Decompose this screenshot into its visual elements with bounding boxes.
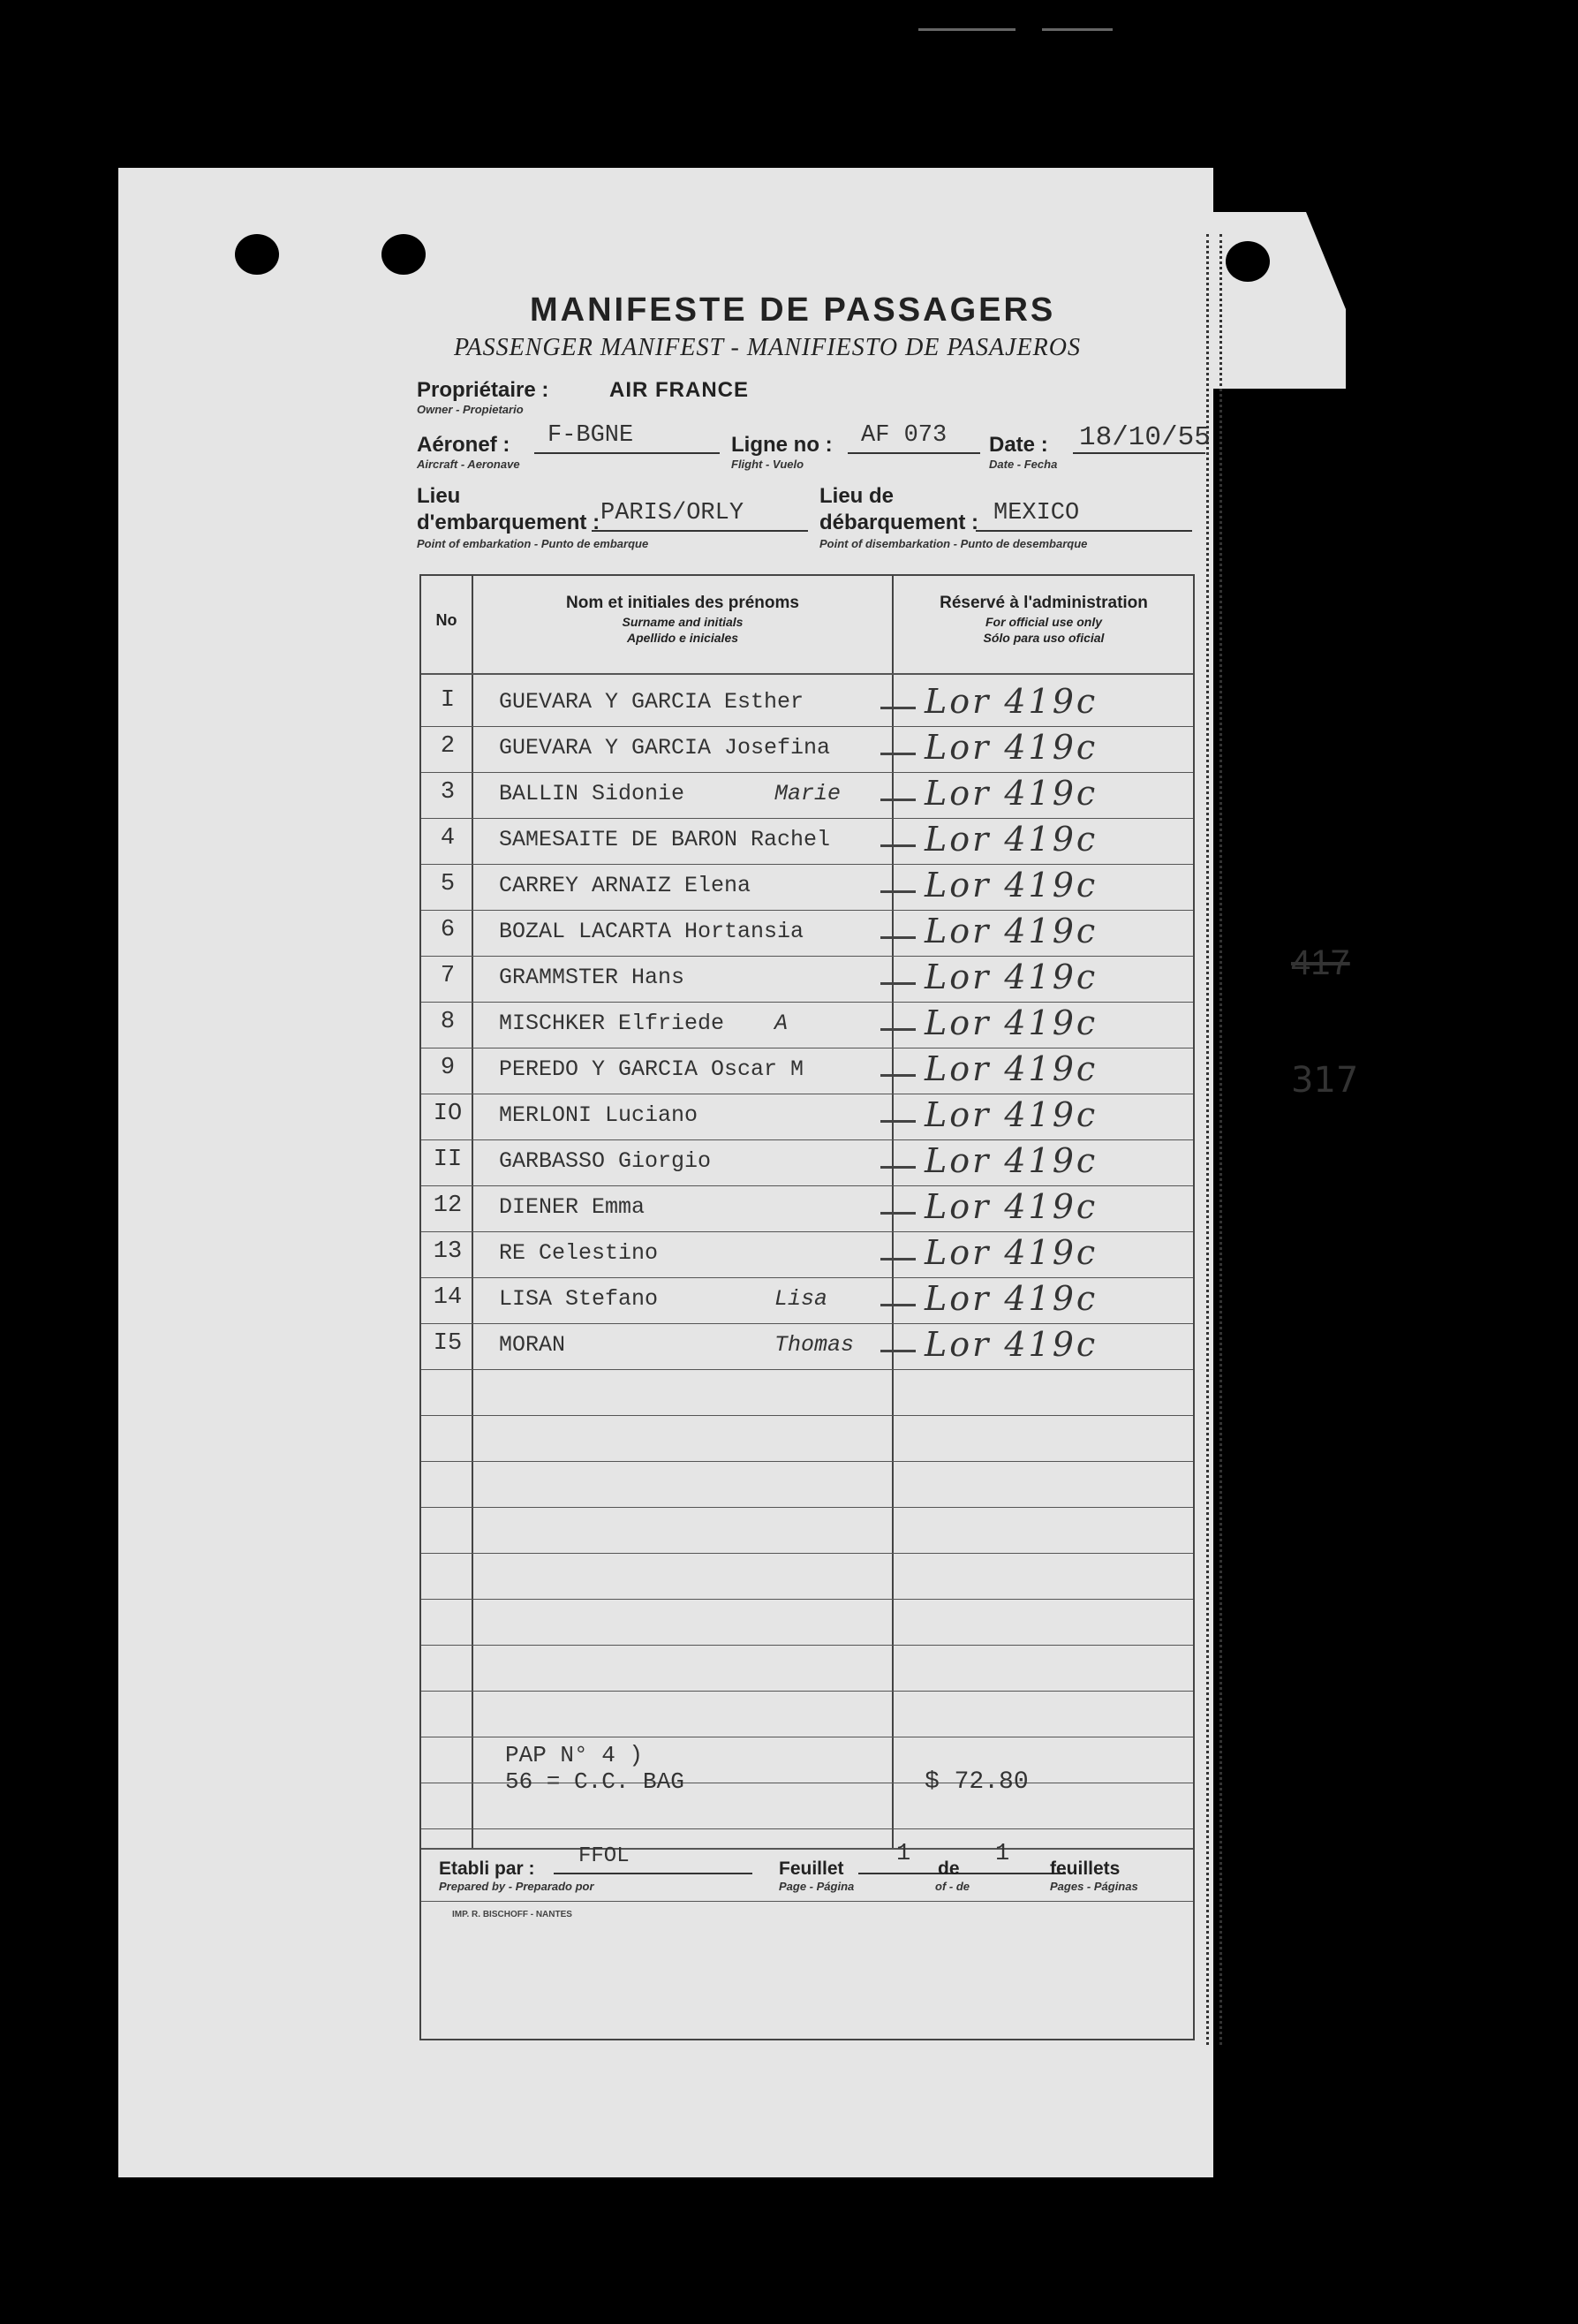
owner-value: AIR FRANCE	[609, 378, 749, 402]
date-label: Date :	[989, 433, 1048, 457]
page-value: 1	[896, 1841, 911, 1867]
row-number: 12	[433, 1192, 463, 1219]
row-line	[421, 1185, 1193, 1186]
ruled-line	[421, 1553, 1193, 1554]
of-sub: of - de	[935, 1880, 970, 1893]
edge-mark	[918, 28, 1016, 31]
perforation-line	[1206, 234, 1222, 2045]
check-tick	[880, 1120, 916, 1123]
row-number: 4	[440, 825, 456, 852]
row-line	[421, 1323, 1193, 1324]
passenger-name: GUEVARA Y GARCIA Josefina	[499, 735, 831, 761]
ruled-line	[421, 1507, 1193, 1508]
check-tick	[880, 982, 916, 985]
disembark-label-2: débarquement :	[819, 511, 979, 534]
row-line	[421, 1277, 1193, 1278]
aircraft-label: Aéronef :	[417, 433, 510, 457]
edge-mark	[1042, 28, 1113, 31]
passenger-name: DIENER Emma	[499, 1194, 646, 1220]
passenger-name: CARREY ARNAIZ Elena	[499, 873, 751, 898]
row-line	[421, 1369, 1193, 1370]
passenger-name: PEREDO Y GARCIA Oscar M	[499, 1056, 804, 1082]
flight-sub: Flight - Vuelo	[731, 458, 804, 471]
punch-hole	[381, 234, 426, 275]
prepared-sub: Prepared by - Preparado por	[439, 1880, 594, 1893]
disembark-underline	[976, 530, 1192, 532]
admin-code: Lor 419c	[925, 1003, 1099, 1042]
passenger-name: GARBASSO Giorgio	[499, 1148, 712, 1174]
pages-sub: Pages - Páginas	[1050, 1880, 1138, 1893]
punch-hole	[1371, 246, 1416, 287]
date-underline	[1073, 452, 1205, 454]
row-number: 6	[440, 917, 456, 943]
footer-divider	[421, 1901, 1193, 1902]
passenger-name: BOZAL LACARTA Hortansia	[499, 919, 804, 944]
passenger-name: RE Celestino	[499, 1240, 659, 1266]
check-tick	[880, 1258, 916, 1260]
total-pages-value: 1	[995, 1841, 1010, 1867]
admin-code: Lor 419c	[925, 1095, 1099, 1134]
document-subtitle: PASSENGER MANIFEST - MANIFIESTO DE PASAJEROS	[454, 334, 1081, 361]
admin-code: Lor 419c	[925, 1141, 1099, 1180]
check-tick	[880, 753, 916, 755]
check-tick	[880, 1350, 916, 1352]
passenger-table	[419, 574, 1195, 2040]
date-value: 18/10/55	[1079, 422, 1211, 453]
aircraft-underline	[534, 452, 720, 454]
flight-underline	[848, 452, 980, 454]
admin-code: Lor 419c	[925, 1049, 1099, 1088]
row-number: 9	[440, 1055, 456, 1081]
col-admin-sub2: Sólo para uso oficial	[983, 631, 1105, 645]
row-number: I5	[433, 1330, 463, 1357]
row-line	[421, 1139, 1193, 1140]
sheet-corner	[1213, 212, 1346, 389]
pages-label: feuillets	[1050, 1858, 1121, 1879]
row-line	[421, 864, 1193, 865]
admin-code: Lor 419c	[925, 820, 1099, 859]
disembark-label-1: Lieu de	[819, 484, 895, 508]
flight-value: AF 073	[861, 422, 948, 449]
row-number: 13	[433, 1238, 463, 1265]
row-number: 8	[440, 1009, 456, 1035]
row-line	[421, 910, 1193, 911]
ruled-line	[421, 1691, 1193, 1692]
document-title: MANIFESTE DE PASSAGERS	[530, 291, 1056, 329]
row-line	[421, 726, 1193, 727]
col-name-sub1: Surname and initials	[622, 615, 744, 629]
embark-label-2: d'embarquement :	[417, 511, 600, 534]
admin-code: Lor 419c	[925, 912, 1099, 950]
row-line	[421, 956, 1193, 957]
row-number: 3	[440, 779, 456, 806]
aircraft-sub: Aircraft - Aeronave	[417, 458, 520, 471]
disembark-value: MEXICO	[993, 500, 1080, 526]
col-admin-header: Réservé à l'administration	[940, 594, 1148, 612]
admin-code: Lor 419c	[925, 728, 1099, 767]
printer-mark: IMP. R. BISCHOFF - NANTES	[452, 1910, 572, 1919]
of-label: de	[938, 1858, 960, 1879]
check-tick	[880, 1074, 916, 1077]
flight-label: Ligne no :	[731, 433, 833, 457]
embark-value: PARIS/ORLY	[600, 500, 744, 526]
table-bottom-divider	[421, 1848, 1193, 1850]
page-sub: Page - Página	[779, 1880, 855, 1893]
passenger-note: Marie	[774, 781, 842, 806]
row-line	[421, 1002, 1193, 1003]
disembark-sub: Point of disembarkation - Punto de desembarque	[819, 537, 1088, 550]
row-line	[421, 772, 1193, 773]
owner-label: Propriétaire :	[417, 378, 549, 402]
admin-code: Lor 419c	[925, 774, 1099, 813]
col-name-header: Nom et initiales des prénoms	[566, 594, 799, 612]
date-sub: Date - Fecha	[989, 458, 1058, 471]
col-name-sub2: Apellido e iniciales	[626, 631, 739, 645]
passenger-name: MERLONI Luciano	[499, 1102, 698, 1128]
admin-code: Lor 419c	[925, 682, 1099, 721]
admin-code: Lor 419c	[925, 1187, 1099, 1226]
header-divider	[421, 673, 1193, 675]
bag-line-2: 56 = C.C. BAG	[505, 1768, 684, 1795]
passenger-name: BALLIN Sidonie	[499, 781, 685, 806]
embark-sub: Point of embarkation - Punto de embarque	[417, 537, 649, 550]
admin-code: Lor 419c	[925, 866, 1099, 905]
passenger-note: A	[774, 1011, 789, 1036]
punch-hole	[1226, 241, 1270, 282]
check-tick	[880, 1028, 916, 1031]
prepared-underline	[554, 1873, 752, 1874]
row-number: I	[440, 687, 456, 714]
page-label: Feuillet	[779, 1858, 844, 1879]
row-number: 14	[433, 1284, 463, 1311]
check-tick	[880, 799, 916, 801]
check-tick	[880, 890, 916, 893]
admin-code: Lor 419c	[925, 1325, 1099, 1364]
passenger-name: GUEVARA Y GARCIA Esther	[499, 689, 804, 715]
ruled-line	[421, 1645, 1193, 1646]
passenger-name: MISCHKER Elfriede	[499, 1011, 725, 1036]
admin-code: Lor 419c	[925, 1279, 1099, 1318]
passenger-note: Lisa	[774, 1286, 828, 1312]
check-tick	[880, 936, 916, 939]
passenger-name: SAMESAITE DE BARON Rachel	[499, 827, 831, 852]
row-number: II	[433, 1147, 463, 1173]
ruled-line	[421, 1828, 1193, 1829]
embark-underline	[592, 530, 808, 532]
passenger-name: GRAMMSTER Hans	[499, 965, 685, 990]
bag-line-1: PAP N° 4 )	[505, 1742, 644, 1768]
check-tick	[880, 1212, 916, 1215]
passenger-name: LISA Stefano	[499, 1286, 659, 1312]
page-underline	[858, 1873, 978, 1874]
side-number-struck: 417	[1291, 943, 1350, 982]
passenger-name: MORAN	[499, 1332, 566, 1358]
bag-amount: $ 72.80	[925, 1768, 1029, 1796]
row-line	[421, 1231, 1193, 1232]
check-tick	[880, 1304, 916, 1306]
owner-sub: Owner - Propietario	[417, 403, 524, 416]
prepared-value: FFOL	[578, 1844, 630, 1868]
embark-label-1: Lieu	[417, 484, 461, 508]
side-number: 317	[1291, 1060, 1359, 1101]
row-line	[421, 818, 1193, 819]
row-number: IO	[433, 1101, 463, 1127]
row-number: 7	[440, 963, 456, 989]
aircraft-value: F-BGNE	[547, 422, 634, 449]
admin-code: Lor 419c	[925, 1233, 1099, 1272]
passenger-note: Thomas	[774, 1332, 855, 1358]
prepared-label: Etabli par :	[439, 1858, 535, 1879]
ruled-line	[421, 1461, 1193, 1462]
row-number: 5	[440, 871, 456, 897]
check-tick	[880, 1166, 916, 1169]
ruled-line	[421, 1599, 1193, 1600]
col-no-header: No	[435, 611, 457, 629]
check-tick	[880, 707, 916, 709]
col-admin-sub1: For official use only	[985, 615, 1102, 629]
row-number: 2	[440, 733, 456, 760]
admin-code: Lor 419c	[925, 958, 1099, 996]
punch-hole	[235, 234, 279, 275]
ruled-line	[421, 1415, 1193, 1416]
check-tick	[880, 844, 916, 847]
